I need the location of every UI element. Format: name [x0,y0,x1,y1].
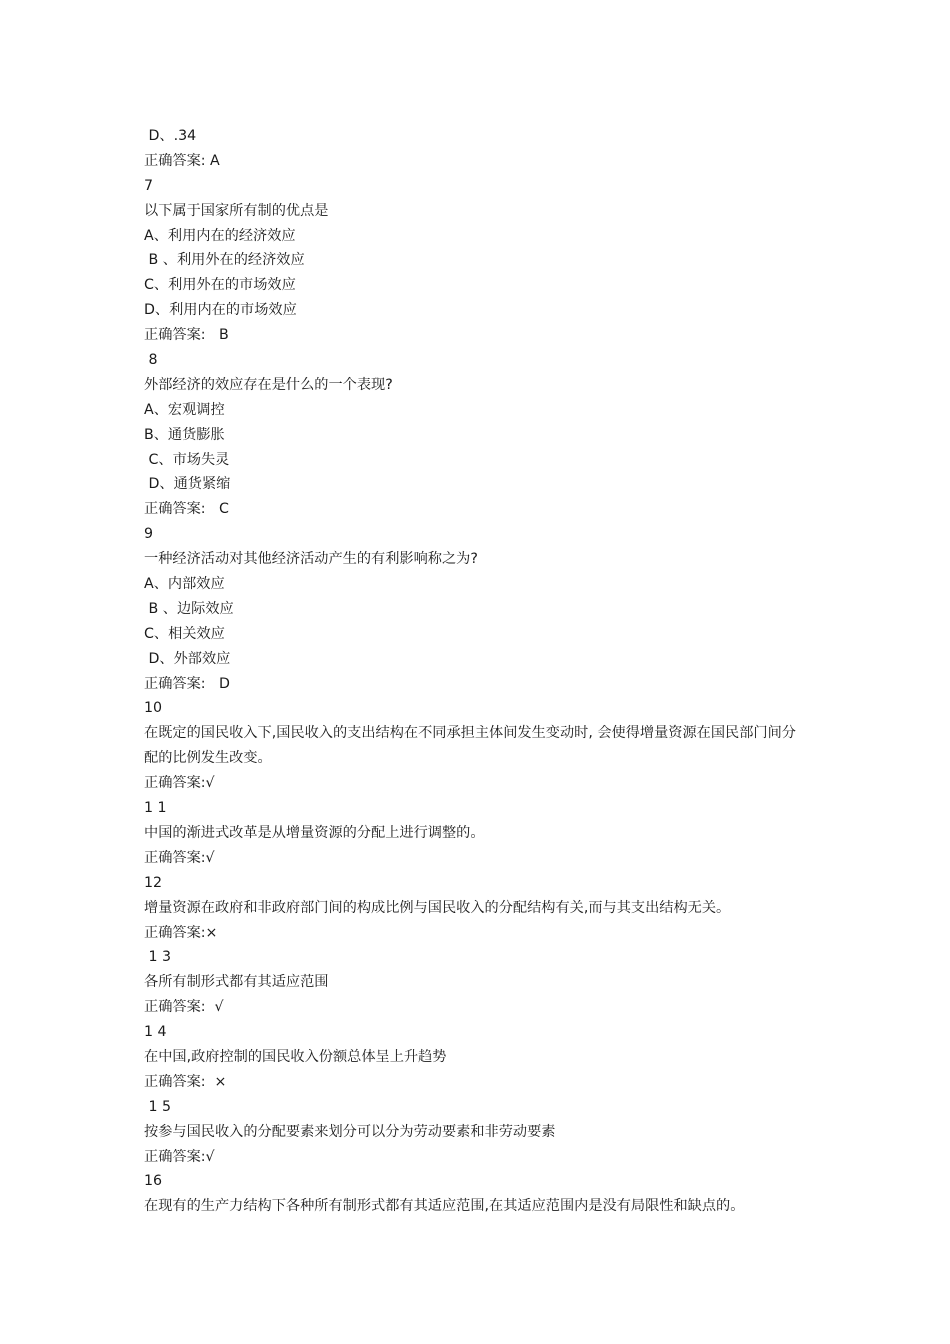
answer-q9: 正确答案: D [144,675,230,692]
question-number-12: 12 [144,874,163,891]
option-a-q8: A、宏观调控 [144,401,225,418]
question-text-9: 一种经济活动对其他经济活动产生的有利影响称之为? [144,551,478,568]
option-d-q6: D、.34 [144,128,197,144]
answer-q14: 正确答案: × [144,1073,227,1090]
option-d-q8: D、通货紧缩 [144,476,231,493]
answer-q15: 正确答案:√ [144,1148,215,1165]
question-text-14: 在中国,政府控制的国民收入份额总体呈上升趋势 [144,1048,447,1065]
question-text-13: 各所有制形式都有其适应范围 [144,974,329,991]
question-text-12: 增量资源在政府和非政府部门间的构成比例与国民收入的分配结构有关,而与其支出结构无关。 [144,899,731,916]
question-number-16: 16 [144,1173,163,1190]
answer-q11: 正确答案:√ [144,849,215,866]
answer-q12: 正确答案:× [144,924,218,941]
question-number-8: 8 [144,352,158,369]
answer-q10: 正确答案:√ [144,775,215,792]
option-c-q8: C、市场失灵 [144,451,230,468]
question-number-11: 1 1 [144,800,167,817]
document-page [144,124,824,1219]
question-text-7: 以下属于国家所有制的优点是 [144,202,329,219]
question-text-11: 中国的渐进式改革是从增量资源的分配上进行调整的。 [144,824,485,841]
option-b-q8: B、通货膨胀 [144,426,225,443]
answer-q8: 正确答案: C [144,501,229,518]
question-number-13: 1 3 [144,949,172,966]
option-b-q9: B 、边际效应 [144,600,234,617]
option-a-q9: A、内部效应 [144,576,225,593]
question-number-9: 9 [144,526,154,543]
question-text-16: 在现有的生产力结构下各种所有制形式都有其适应范围,在其适应范围内是没有局限性和缺点的。 [144,1198,745,1215]
answer-q7: 正确答案: B [144,327,229,344]
answer-q6: 正确答案: A [144,152,220,169]
question-text-15: 按参与国民收入的分配要素来划分可以分为劳动要素和非劳动要素 [144,1123,556,1140]
question-number-10: 10 [144,700,163,717]
answer-q13: 正确答案: √ [144,999,224,1016]
question-number-7: 7 [144,177,154,194]
option-d-q7: D、利用内在的市场效应 [144,302,297,319]
question-number-15: 1 5 [144,1098,172,1115]
option-b-q7: B 、利用外在的经济效应 [144,252,305,269]
question-text-8: 外部经济的效应存在是什么的一个表现? [144,376,393,393]
option-d-q9: D、外部效应 [144,650,231,667]
option-c-q9: C、相关效应 [144,625,225,642]
question-text-10: 在既定的国民收入下,国民收入的支出结构在不同承担主体间发生变动时, 会使得增量资源在国民部门间分配的比例发生改变。 [144,725,796,767]
question-number-14: 1 4 [144,1024,167,1041]
option-c-q7: C、利用外在的市场效应 [144,277,296,294]
option-a-q7: A、利用内在的经济效应 [144,227,296,244]
